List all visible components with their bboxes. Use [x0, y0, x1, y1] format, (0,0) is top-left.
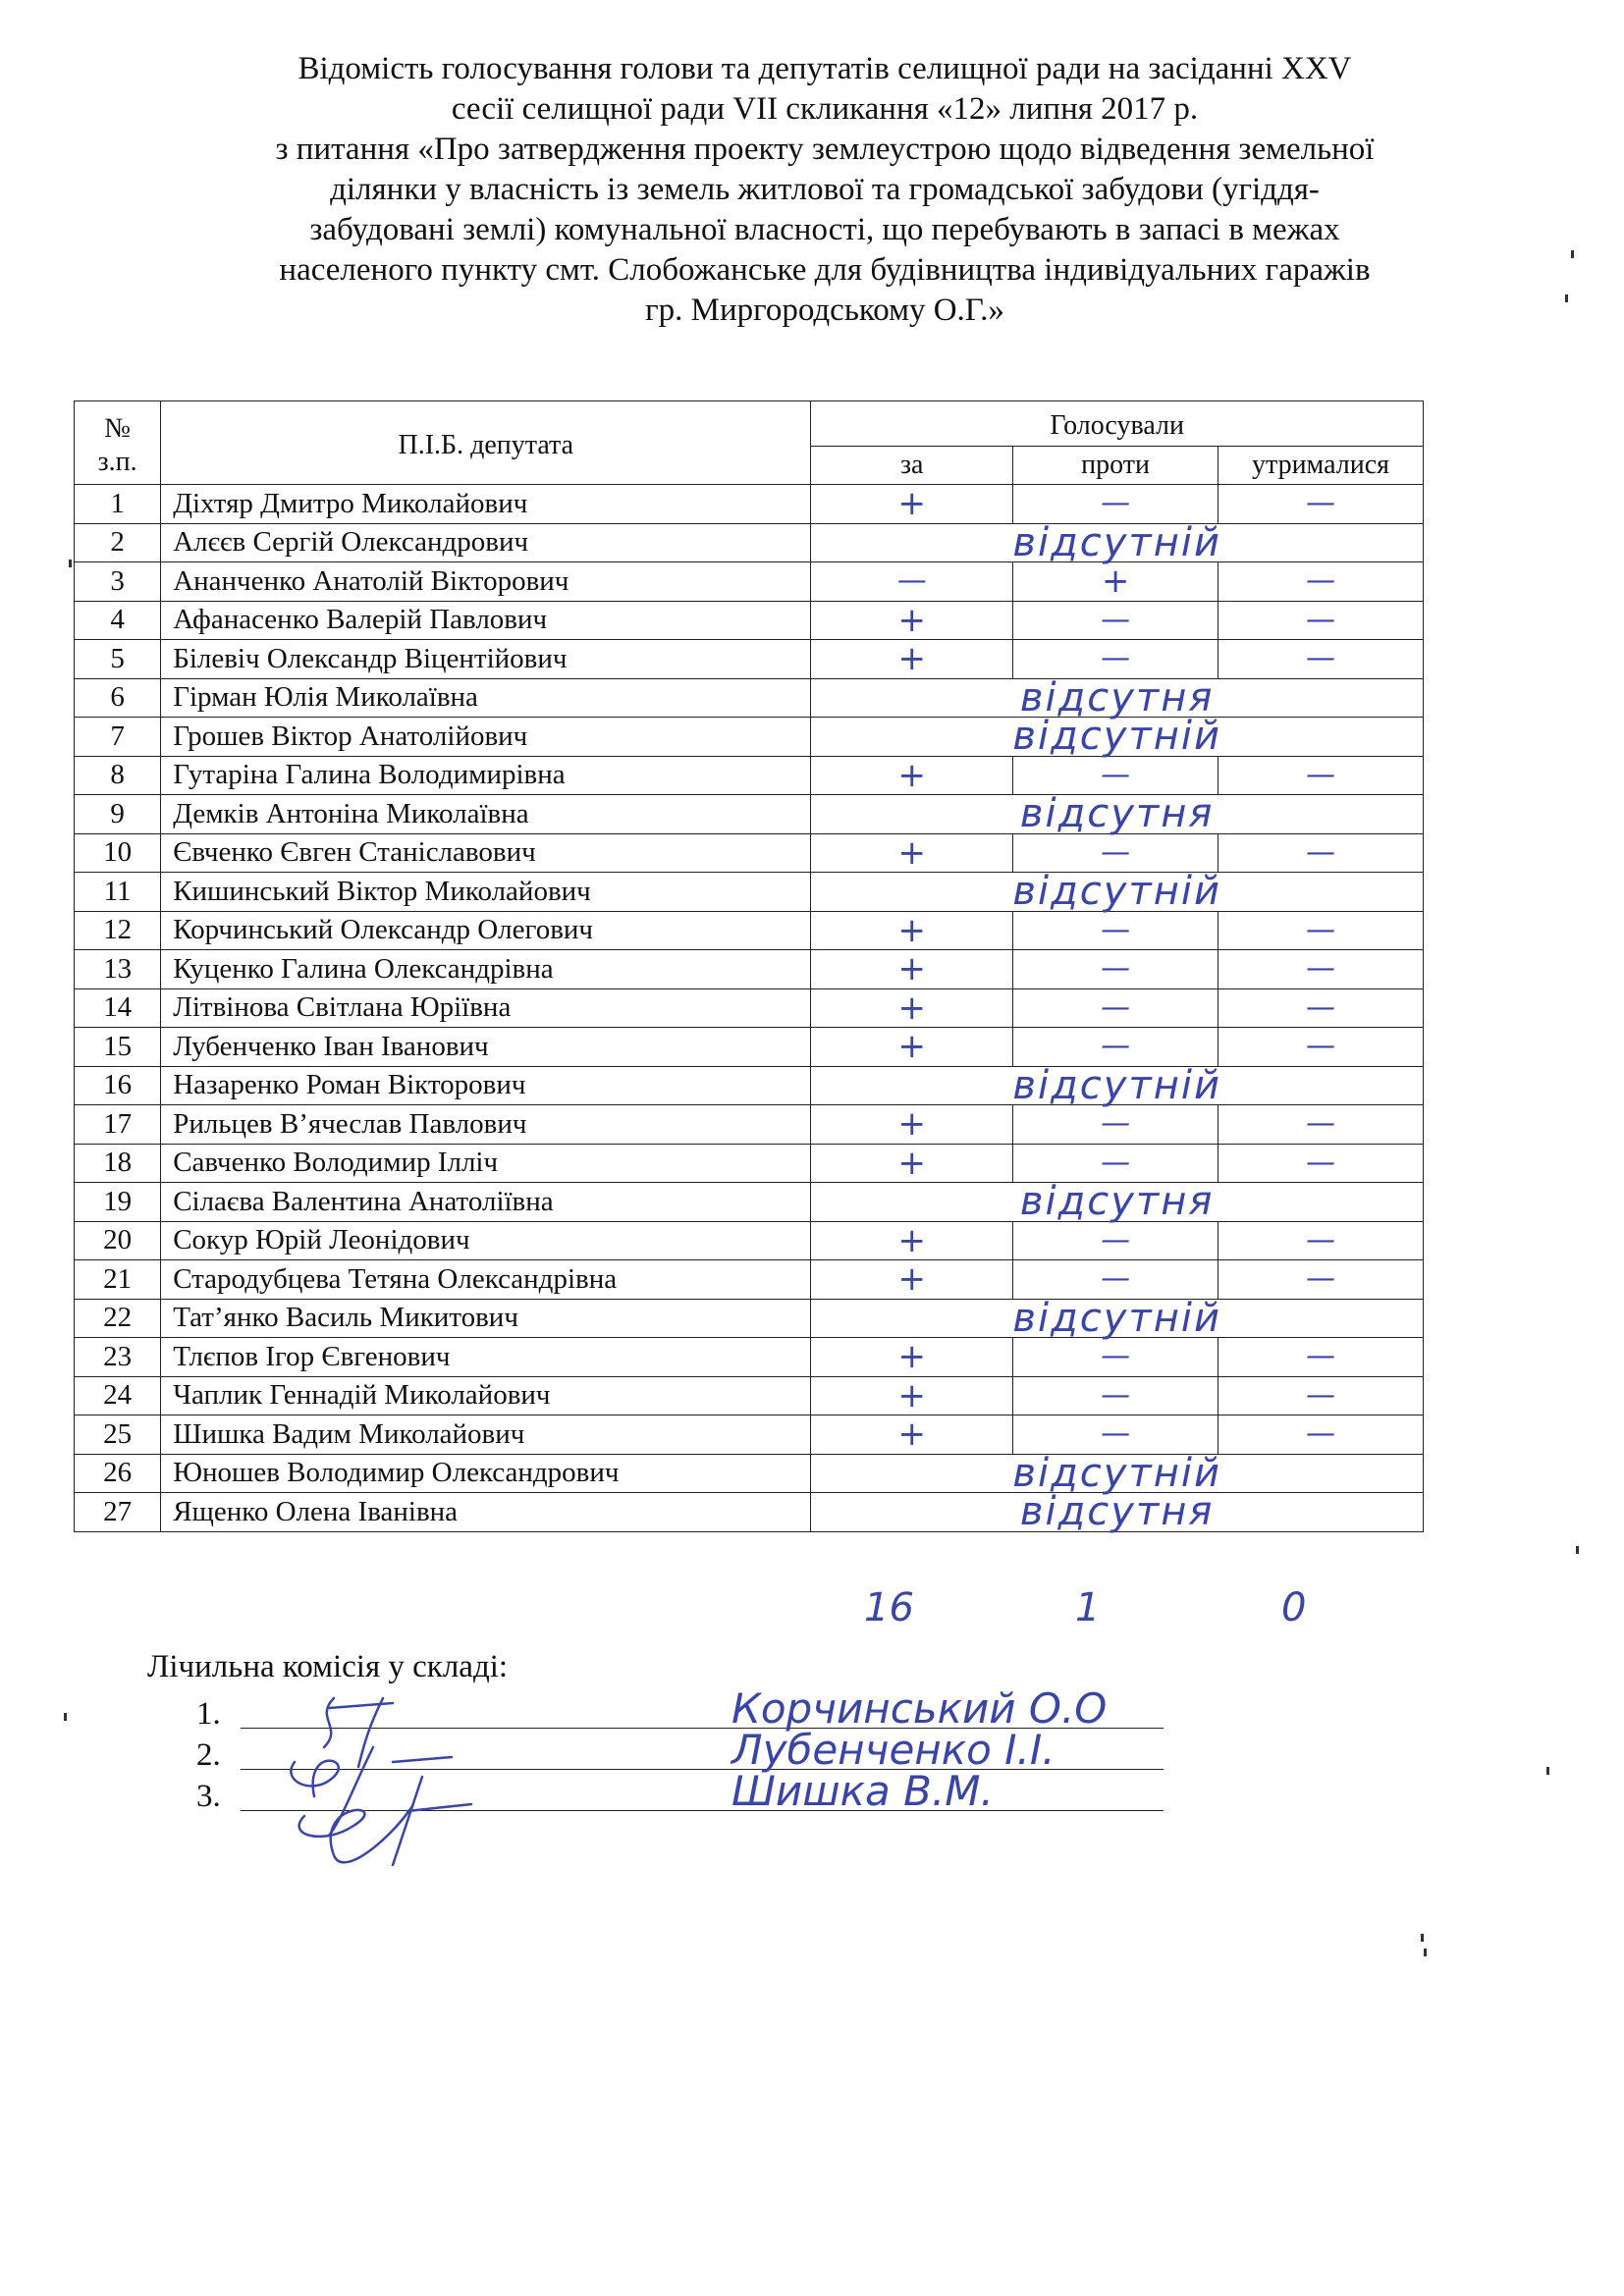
table-row [75, 523, 1424, 562]
header-line: з питання «Про затвердження проекту землеустрою щодо відведення земельної [275, 132, 1375, 167]
row-number: 21 [75, 1260, 161, 1300]
member-name: Корчинський О.О [731, 1684, 1108, 1733]
row-number: 11 [75, 873, 161, 912]
commission-member [196, 1726, 1056, 1774]
vote-abstained-mark: — [1218, 756, 1424, 795]
row-number: 27 [75, 1493, 161, 1532]
absent-note: відсутній [811, 1066, 1424, 1105]
commission-member [196, 1767, 994, 1815]
vote-for-mark: + [811, 1144, 1013, 1183]
member-number: 3. [196, 1779, 221, 1814]
row-number: 23 [75, 1338, 161, 1377]
vote-for-mark: + [811, 950, 1013, 989]
row-number: 9 [75, 795, 161, 834]
deputy-name: Корчинський Олександр Олегович [161, 911, 811, 950]
deputy-name: Стародубцева Тетяна Олександрівна [161, 1260, 811, 1300]
deputy-name: Ананченко Анатолій Вікторович [161, 562, 811, 602]
voting-rows [75, 484, 1424, 1535]
table-row [75, 988, 1424, 1028]
table-row [75, 1415, 1424, 1455]
deputy-name: Чаплик Геннадій Миколайович [161, 1376, 811, 1415]
row-number: 12 [75, 911, 161, 950]
header-line: сесії селищної ради VII скликання «12» липня 2017 р. [451, 91, 1199, 127]
vote-against-mark: — [1013, 1221, 1218, 1260]
table-row [75, 1338, 1424, 1377]
deputy-name: Савченко Володимир Ілліч [161, 1144, 811, 1183]
header-for: за [811, 446, 1013, 485]
row-number: 24 [75, 1376, 161, 1415]
vote-against-mark: — [1013, 911, 1218, 950]
header-against: проти [1013, 446, 1218, 485]
vote-for-mark: + [811, 485, 1013, 524]
vote-abstained-mark: — [1218, 950, 1424, 989]
absent-note: відсутній [811, 718, 1424, 757]
vote-for-mark: + [811, 1376, 1013, 1415]
scan-speck [1424, 1949, 1427, 1956]
absent-note: відсутня [811, 678, 1424, 718]
scan-speck [1576, 1546, 1579, 1554]
deputy-name: Демків Антоніна Миколаївна [161, 795, 811, 834]
deputy-name: Сілаєва Валентина Анатоліївна [161, 1183, 811, 1222]
header-name: П.І.Б. депутата [161, 401, 811, 485]
member-name: Лубенченко І.І. [731, 1726, 1056, 1774]
vote-abstained-mark: — [1218, 1260, 1424, 1300]
deputy-name: Тат’янко Василь Микитович [161, 1299, 811, 1338]
table-row [75, 1454, 1424, 1493]
deputy-name: Гірман Юлія Миколаївна [161, 678, 811, 718]
table-row [75, 485, 1424, 524]
vote-against-mark: — [1013, 950, 1218, 989]
row-number: 6 [75, 678, 161, 718]
header-line: ділянки у власність із земель житлової та громадської забудови (угіддя- [330, 172, 1320, 207]
table-row [75, 950, 1424, 989]
scan-speck [1421, 1934, 1424, 1942]
row-number: 15 [75, 1028, 161, 1067]
vote-against-mark: — [1013, 1415, 1218, 1455]
deputy-name: Шишка Вадим Миколайович [161, 1415, 811, 1455]
vote-against-mark: — [1013, 1338, 1218, 1377]
vote-abstained-mark: — [1218, 833, 1424, 873]
table-row [75, 1066, 1424, 1105]
header-number-label: № з.п. [97, 413, 137, 477]
vote-for-mark: + [811, 911, 1013, 950]
vote-abstained-mark: — [1218, 1338, 1424, 1377]
vote-abstained-mark: — [1218, 1028, 1424, 1067]
vote-against-mark: — [1013, 988, 1218, 1028]
table-row [75, 1260, 1424, 1300]
deputy-name: Назаренко Роман Вікторович [161, 1066, 811, 1105]
absent-note: відсутня [811, 795, 1424, 834]
vote-against-mark: — [1013, 833, 1218, 873]
absent-note: відсутня [811, 1183, 1424, 1222]
commission-title: Лічильна комісія у складі: [147, 1649, 509, 1684]
table-row [75, 1028, 1424, 1067]
deputy-name: Тлєпов Ігор Євгенович [161, 1338, 811, 1377]
table-row [75, 718, 1424, 757]
scan-speck [1565, 294, 1568, 302]
table-row [75, 795, 1424, 834]
row-number: 3 [75, 562, 161, 602]
vote-against-mark: — [1013, 756, 1218, 795]
vote-for-mark: + [811, 1028, 1013, 1067]
deputy-name: Сокур Юрій Леонідович [161, 1221, 811, 1260]
member-number: 2. [196, 1737, 221, 1773]
header-number [75, 401, 161, 485]
table-row [75, 678, 1424, 718]
table-row [75, 640, 1424, 679]
deputy-name: Грошев Віктор Анатолійович [161, 718, 811, 757]
vote-against-mark: — [1013, 640, 1218, 679]
scan-speck [69, 560, 72, 567]
table-row [75, 833, 1424, 873]
row-number: 16 [75, 1066, 161, 1105]
vote-abstained-mark: — [1218, 1376, 1424, 1415]
vote-for-mark: + [811, 1338, 1013, 1377]
vote-for-mark: + [811, 756, 1013, 795]
row-number: 13 [75, 950, 161, 989]
row-number: 22 [75, 1299, 161, 1338]
vote-for-mark: + [811, 1221, 1013, 1260]
vote-for-mark: + [811, 1260, 1013, 1300]
vote-against-mark: — [1013, 1105, 1218, 1145]
header-abstained: утрималися [1218, 446, 1424, 485]
table-row [75, 756, 1424, 795]
table-row [75, 1144, 1424, 1183]
vote-against-mark: — [1013, 1028, 1218, 1067]
deputy-name: Діхтяр Дмитро Миколайович [161, 485, 811, 524]
header-voted: Голосували [811, 401, 1424, 447]
table-row [75, 911, 1424, 950]
row-number: 20 [75, 1221, 161, 1260]
total-abstained: 0 [1281, 1585, 1307, 1630]
absent-note: відсутній [811, 1299, 1424, 1338]
row-number: 18 [75, 1144, 161, 1183]
vote-abstained-mark: — [1218, 1221, 1424, 1260]
row-number: 14 [75, 988, 161, 1028]
vote-abstained-mark: — [1218, 1144, 1424, 1183]
row-number: 1 [75, 485, 161, 524]
vote-abstained-mark: — [1218, 988, 1424, 1028]
vote-against-mark: + [1013, 562, 1218, 602]
table-row [75, 601, 1424, 640]
scan-speck [64, 1713, 67, 1721]
table-row [75, 873, 1424, 912]
deputy-name: Білевіч Олександр Віцентійович [161, 640, 811, 679]
header-line: гр. Миргородському О.Г.» [645, 293, 1004, 328]
vote-for-mark: + [811, 1415, 1013, 1455]
member-name: Шишка В.М. [731, 1767, 994, 1815]
vote-abstained-mark: — [1218, 1105, 1424, 1145]
deputy-name: Гутаріна Галина Володимирівна [161, 756, 811, 795]
deputy-name: Лубенченко Іван Іванович [161, 1028, 811, 1067]
absent-note: відсутній [811, 873, 1424, 912]
row-number: 8 [75, 756, 161, 795]
deputy-name: Літвінова Світлана Юріївна [161, 988, 811, 1028]
vote-against-mark: — [1013, 1376, 1218, 1415]
deputy-name: Алєєв Сергій Олександрович [161, 523, 811, 562]
header-line: забудовані землі) комунальної власності, що перебувають в запасі в межах [309, 212, 1340, 247]
vote-against-mark: — [1013, 1144, 1218, 1183]
deputy-name: Юношев Володимир Олександрович [161, 1454, 811, 1493]
row-number: 26 [75, 1454, 161, 1493]
row-number: 5 [75, 640, 161, 679]
document-header [137, 49, 1512, 331]
row-number: 2 [75, 523, 161, 562]
total-against: 1 [1075, 1585, 1101, 1630]
row-number: 17 [75, 1105, 161, 1145]
vote-for-mark: — [811, 562, 1013, 602]
table-row [75, 562, 1424, 602]
vote-for-mark: + [811, 988, 1013, 1028]
scan-speck [1571, 250, 1574, 258]
row-number: 25 [75, 1415, 161, 1455]
voting-table [74, 400, 1424, 1535]
deputy-name: Куценко Галина Олександрівна [161, 950, 811, 989]
absent-note: відсутня [811, 1493, 1424, 1532]
header-line: Відомість голосування голови та депутатів селищної ради на засіданні XXV [298, 51, 1352, 86]
absent-note: відсутній [811, 1454, 1424, 1493]
vote-abstained-mark: — [1218, 601, 1424, 640]
vote-for-mark: + [811, 833, 1013, 873]
total-for: 16 [864, 1585, 914, 1630]
vote-against-mark: — [1013, 601, 1218, 640]
table-row [75, 1105, 1424, 1145]
signatures-image [275, 1688, 530, 1885]
vote-abstained-mark: — [1218, 1415, 1424, 1455]
table-row [75, 1221, 1424, 1260]
vote-against-mark: — [1013, 485, 1218, 524]
commission-member [196, 1684, 1108, 1733]
row-number: 10 [75, 833, 161, 873]
deputy-name: Кишинський Віктор Миколайович [161, 873, 811, 912]
table-row [75, 1299, 1424, 1338]
row-number: 19 [75, 1183, 161, 1222]
deputy-name: Ященко Олена Іванівна [161, 1493, 811, 1532]
row-number: 4 [75, 601, 161, 640]
deputy-name: Євченко Євген Станіславович [161, 833, 811, 873]
table-row [75, 1376, 1424, 1415]
scan-speck [1546, 1767, 1549, 1775]
table-row [75, 1493, 1424, 1532]
vote-for-mark: + [811, 1105, 1013, 1145]
vote-for-mark: + [811, 640, 1013, 679]
vote-abstained-mark: — [1218, 911, 1424, 950]
vote-for-mark: + [811, 601, 1013, 640]
vote-against-mark: — [1013, 1260, 1218, 1300]
vote-abstained-mark: — [1218, 562, 1424, 602]
table-row [75, 1183, 1424, 1222]
deputy-name: Афанасенко Валерій Павлович [161, 601, 811, 640]
member-number: 1. [196, 1696, 221, 1732]
header-line: населеного пункту смт. Слобожанське для будівництва індивідуальних гаражів [279, 252, 1371, 288]
deputy-name: Рильцев В’ячеслав Павлович [161, 1105, 811, 1145]
row-number: 7 [75, 718, 161, 757]
vote-abstained-mark: — [1218, 485, 1424, 524]
vote-abstained-mark: — [1218, 640, 1424, 679]
absent-note: відсутній [811, 523, 1424, 562]
